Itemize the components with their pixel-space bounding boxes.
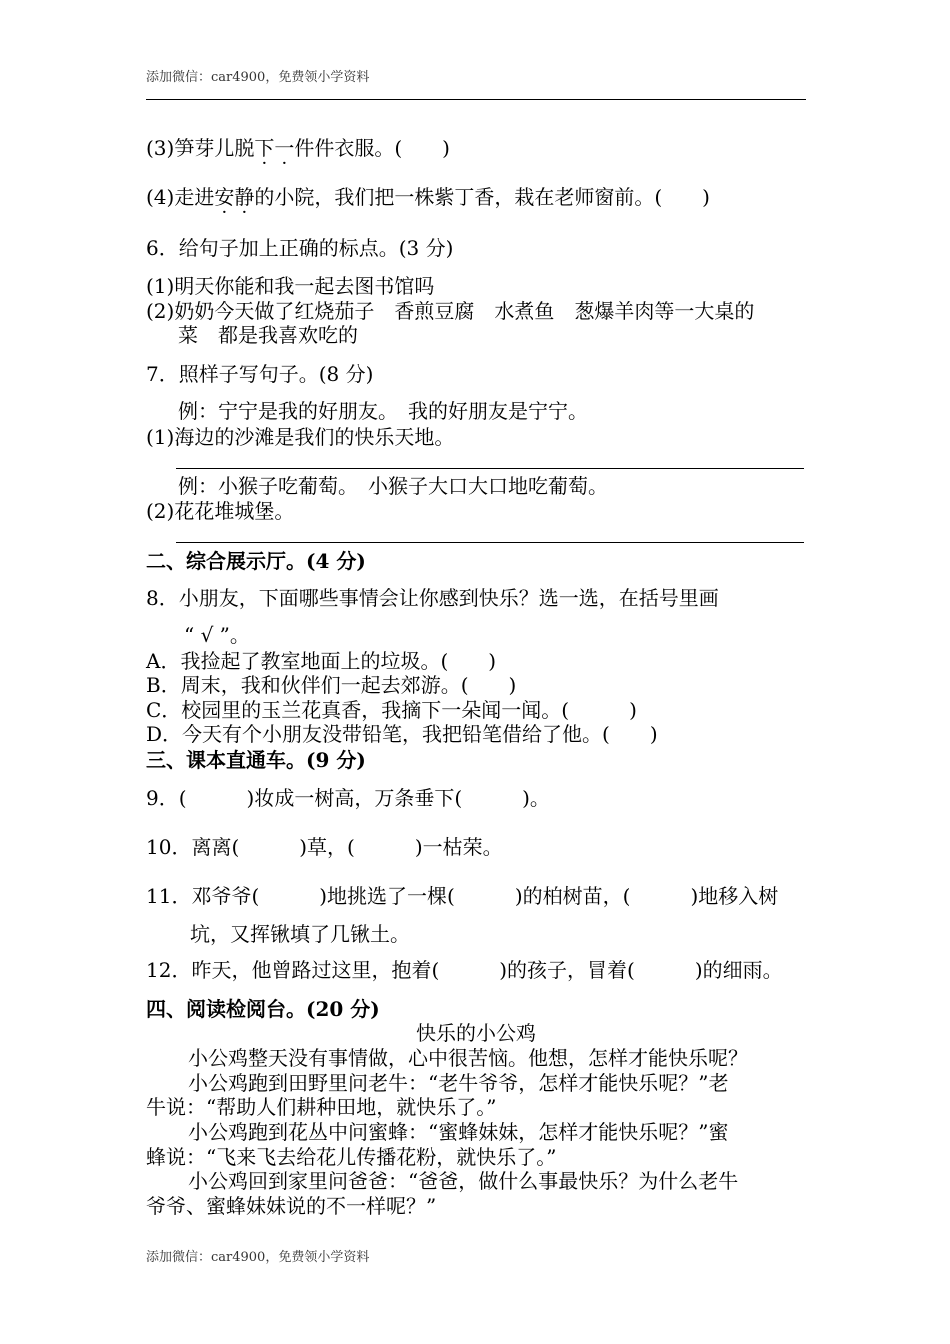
q10: 10．离离( )草，( )一枯荣。 (146, 835, 503, 859)
reading-p3: 小公鸡跑到花丛中问蜜蜂：“蜜蜂妹妹，怎样才能快乐呢？”蜜 (188, 1120, 729, 1144)
section-2-title: 二、综合展示厅。(4 分) (146, 549, 366, 573)
reading-title: 快乐的小公鸡 (416, 1021, 536, 1045)
section-4-title: 四、阅读检阅台。(20 分) (146, 997, 380, 1021)
reading-p2: 小公鸡跑到田野里问老牛：“老牛爷爷，怎样才能快乐呢？”老 (188, 1071, 729, 1095)
answer-line-2[interactable] (176, 542, 804, 543)
q7-title: 7．照样子写句子。(8 分) (146, 362, 374, 386)
q6-item-2-cont: 菜 都是我喜欢吃的 (178, 323, 358, 347)
q6-title: 6．给句子加上正确的标点。(3 分) (146, 236, 454, 260)
q8-question: 8．小朋友，下面哪些事情会让你感到快乐？选一选，在括号里画 (146, 586, 719, 610)
q6-item-1: (1)明天你能和我一起去图书馆吗 (146, 274, 435, 298)
header-rule (146, 99, 806, 100)
header-note: 添加微信：car4900，免费领小学资料 (146, 70, 370, 85)
q7-example-1: 例：宁宁是我的好朋友。 我的好朋友是宁宁。 (178, 399, 588, 423)
q5-item-4: (4)走进安静的小院，我们把一株紫丁香，栽在老师窗前。( ) (146, 185, 710, 209)
q11: 11．邓爷爷( )地挑选了一棵( )的柏树苗，( )地移入树 (146, 884, 779, 908)
q9: 9．( )妆成一树高，万条垂下( )。 (146, 786, 550, 810)
q5-item-3: (3)笋芽儿脱下一件件衣服。( ) (146, 136, 450, 160)
q7-item-1: (1)海边的沙滩是我们的快乐天地。 (146, 425, 455, 449)
footer-note: 添加微信：car4900，免费领小学资料 (146, 1250, 370, 1265)
reading-p4: 小公鸡回到家里问爸爸：“爸爸，做什么事最快乐？为什么老牛 (188, 1169, 739, 1193)
reading-p1: 小公鸡整天没有事情做，心中很苦恼。他想，怎样才能快乐呢？ (188, 1046, 748, 1070)
q7-example-2: 例：小猴子吃葡萄。 小猴子大口大口地吃葡萄。 (178, 474, 608, 498)
q8-option-c: C．校园里的玉兰花真香，我摘下一朵闻一闻。( ) (146, 698, 637, 722)
q8-option-b: B．周末，我和伙伴们一起去郊游。( ) (146, 673, 517, 697)
reading-p2-cont: 牛说：“帮助人们耕种田地，就快乐了。” (146, 1095, 497, 1119)
q8-option-a: A．我捡起了教室地面上的垃圾。( ) (146, 649, 497, 673)
reading-p4-cont: 爷爷、蜜蜂妹妹说的不一样呢？” (146, 1194, 437, 1218)
q8-option-d: D．今天有个小朋友没带铅笔，我把铅笔借给了他。( ) (146, 722, 658, 746)
reading-p3-cont: 蜂说：“飞来飞去给花儿传播花粉，就快乐了。” (146, 1145, 557, 1169)
q8-question-cont: “ √ ”。 (184, 623, 250, 647)
q6-item-2: (2)奶奶今天做了红烧茄子 香煎豆腐 水煮鱼 葱爆羊肉等一大桌的 (146, 299, 755, 323)
section-3-title: 三、课本直通车。(9 分) (146, 748, 366, 772)
q12: 12．昨天，他曾路过这里，抱着( )的孩子，冒着( )的细雨。 (146, 958, 783, 982)
q7-item-2: (2)花花堆城堡。 (146, 499, 295, 523)
answer-line-1[interactable] (176, 468, 804, 469)
q11-cont: 坑，又挥锹填了几锹土。 (190, 922, 410, 946)
